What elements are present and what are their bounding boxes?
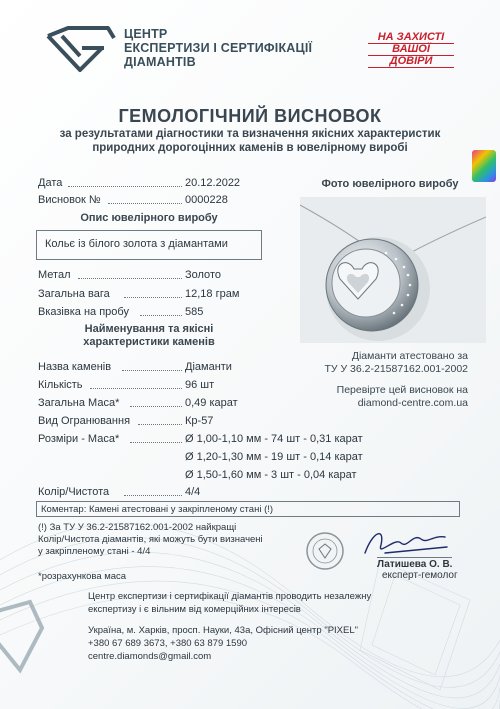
weight-value: 12,18 грам	[185, 288, 240, 300]
comment-box: Коментар: Камені атестовані у закріпленому стані (!)	[36, 501, 460, 517]
item-description: Кольє із білого золота з діамантами	[36, 230, 262, 260]
corner-diamond-watermark-icon	[0, 598, 46, 674]
clarity-note	[38, 522, 278, 558]
gia-seal-icon	[305, 531, 345, 571]
number-label: Висновок №	[38, 194, 101, 206]
color-clarity-label: Колір/Чистота	[38, 486, 110, 498]
document-title: ГЕМОЛОГІЧНИЙ ВИСНОВОК	[118, 106, 382, 126]
note-line-2: Колір/Чистота діамантів, які можуть бути визначені	[38, 534, 263, 545]
footer-phones: +380 67 689 3673, +380 63 879 1590	[88, 638, 248, 649]
slogan-line-2: ВАШОЇ	[368, 44, 454, 56]
signer-name: Латишева О. В.	[377, 559, 453, 570]
stone-cut-value: Кр-57	[185, 415, 214, 427]
verify-line-1: Перевірте цей висновок на	[336, 384, 468, 396]
subtitle-line-2: природних дорогоцінних каменів в ювелірному виробі	[92, 142, 408, 154]
color-clarity-value: 4/4	[185, 486, 201, 498]
stones-section-title	[36, 323, 262, 349]
attestation-line-1: Діаманти атестовано за	[351, 350, 468, 362]
verify-link[interactable]: diamond-centre.com.ua	[357, 397, 468, 409]
size-line-1: Ø 1,00-1,10 мм - 74 шт - 0,31 карат	[185, 433, 363, 445]
org-line-2: ЕКСПЕРТИЗИ І СЕРТИФІКАЦІЇ	[124, 41, 313, 55]
hallmark-label: Вказівка на пробу	[38, 306, 129, 318]
stone-mass-value: 0,49 карат	[185, 397, 238, 409]
footer	[88, 590, 433, 663]
diamond-logo-icon	[42, 24, 118, 74]
note-line-1: (!) За ТУ У 36.2-21587162.001-2002 найкращі	[38, 522, 237, 533]
slogan-line-1: НА ЗАХИСТІ	[368, 32, 454, 44]
stones-title-line-2: характеристики каменів	[83, 336, 215, 348]
footer-email[interactable]: centre.diamonds@gmail.com	[88, 651, 212, 662]
metal-label: Метал	[38, 269, 71, 281]
number-value: 0000228	[185, 194, 228, 206]
attestation-note	[300, 350, 468, 376]
size-line-2: Ø 1,20-1,30 мм - 19 шт - 0,14 карат	[185, 451, 363, 463]
document-subtitle	[40, 127, 460, 155]
slogan	[368, 32, 454, 68]
org-line-1: ЦЕНТР	[124, 27, 168, 41]
date-label: Дата	[38, 177, 63, 189]
note-line-3: у закріпленому стані - 4/4	[38, 546, 151, 557]
photo-label: Фото ювелірного виробу	[321, 178, 459, 190]
stones-title-line-1: Найменування та якісні	[84, 323, 214, 335]
stone-mass-label: Загальна Маса*	[38, 397, 120, 409]
hallmark-value: 585	[185, 306, 204, 318]
size-line-3: Ø 1,50-1,60 мм - 3 шт - 0,04 карат	[185, 469, 357, 481]
stone-cut-label: Вид Огранювання	[38, 415, 131, 427]
estimate-note: *розрахункова маса	[38, 571, 127, 582]
independence-line-2: експертизу і є вільним від комерційних інтересів	[88, 604, 301, 615]
weight-label: Загальна вага	[38, 288, 110, 300]
subtitle-line-1: за результатами діагностики та визначення якісних характеристик	[59, 128, 441, 140]
footer-address: Україна, м. Харків, просп. Науки, 43а, Офісний центр "PIXEL"	[88, 625, 359, 636]
metal-value: Золото	[185, 269, 221, 281]
slogan-line-3: ДОВІРИ	[368, 56, 454, 68]
jewelry-photo	[300, 197, 486, 343]
stone-name-label: Назва каменів	[38, 361, 112, 373]
stone-sizes-label: Розміри - Маса*	[38, 433, 120, 445]
organization-name	[124, 27, 312, 69]
stone-count-label: Кількість	[38, 379, 83, 391]
stone-count-value: 96 шт	[185, 379, 215, 391]
verify-note	[300, 384, 468, 410]
attestation-line-2: ТУ У 36.2-21587162.001-2002	[324, 363, 468, 375]
signer-role: експерт-гемолог	[382, 570, 458, 581]
item-section-title: Опис ювелірного виробу	[80, 212, 218, 224]
org-line-3: ДІАМАНТІВ	[124, 55, 196, 69]
stone-name-value: Діаманти	[185, 361, 232, 373]
date-value: 20.12.2022	[185, 177, 241, 189]
independence-line-1: Центр експертизи і сертифікації діамантів проводить незалежну	[88, 591, 372, 602]
